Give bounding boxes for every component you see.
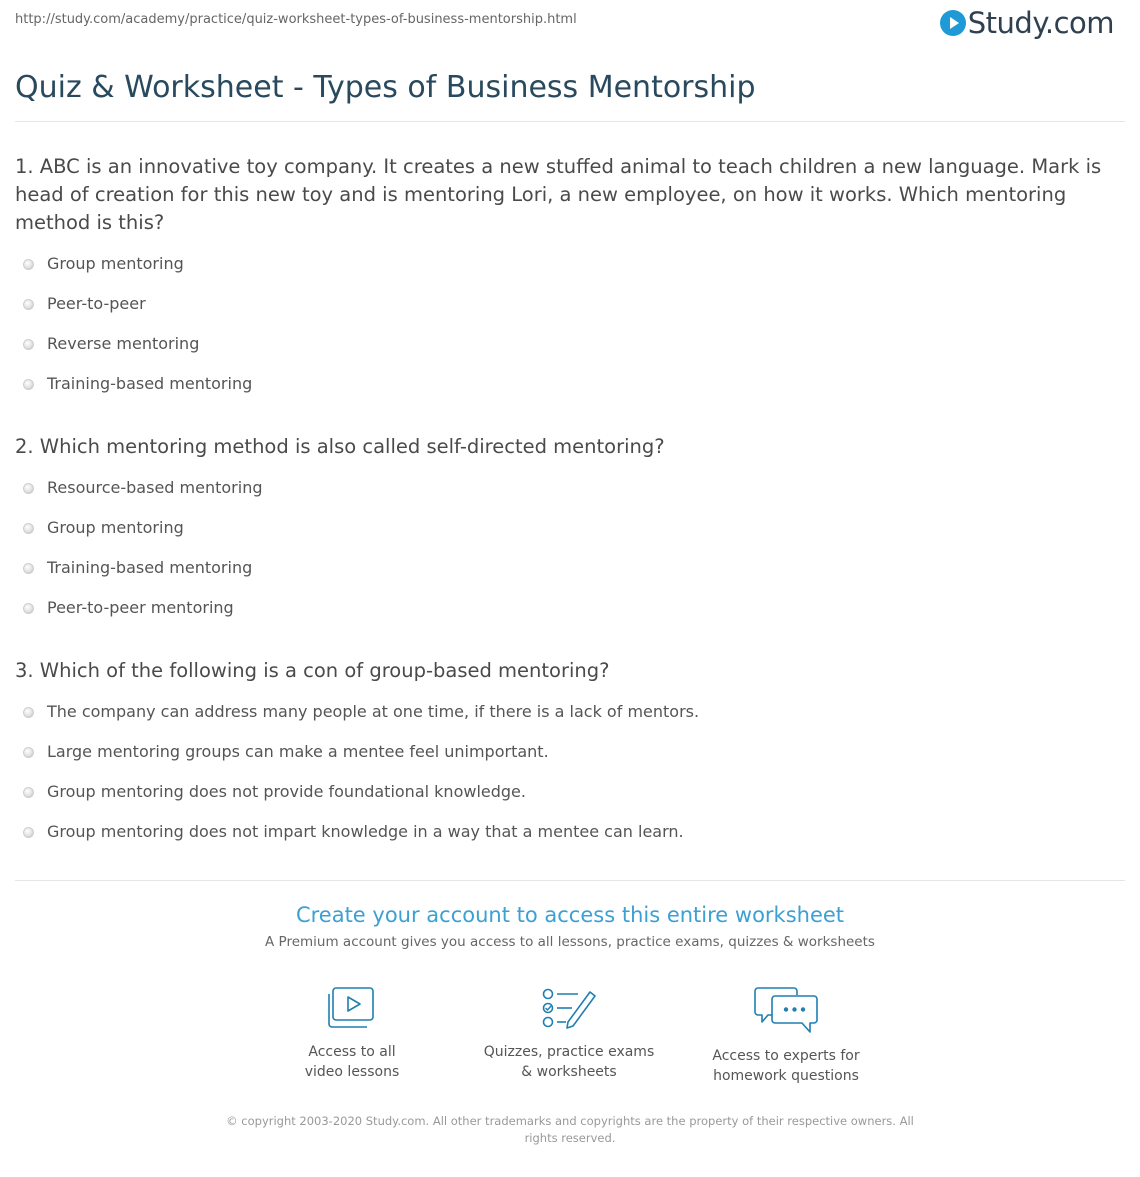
answer-radio[interactable]	[23, 299, 34, 310]
question-3: 3. Which of the following is a con of group-based mentoring?	[15, 659, 610, 682]
premium-description: A Premium account gives you access to all lessons, practice exams, quizzes & worksheets	[265, 934, 875, 950]
answer-radio[interactable]	[23, 747, 34, 758]
answer-radio[interactable]	[23, 259, 34, 270]
feature-line: video lessons	[304, 1064, 400, 1080]
answer-radio[interactable]	[23, 563, 34, 574]
copyright-notice	[0, 1113, 1140, 1147]
answer-radio[interactable]	[23, 379, 34, 390]
answer-radio[interactable]	[23, 787, 34, 798]
study-logo[interactable]	[940, 6, 1114, 40]
answer-option[interactable]: Group mentoring does not impart knowledge in a way that a mentee can learn.	[47, 822, 684, 841]
feature-line: Quizzes, practice exams	[483, 1044, 655, 1060]
feature-line: Access to experts for	[712, 1048, 860, 1064]
answer-option[interactable]: Peer-to-peer mentoring	[47, 598, 234, 617]
cta-divider	[15, 880, 1125, 881]
feature-experts	[686, 986, 886, 1086]
answer-radio[interactable]	[23, 707, 34, 718]
answer-option[interactable]: Training-based mentoring	[47, 374, 253, 393]
create-account-link[interactable]: Create your account to access this entire worksheet	[295, 903, 845, 927]
answer-radio[interactable]	[23, 339, 34, 350]
answer-option[interactable]: Training-based mentoring	[47, 558, 253, 577]
answer-option[interactable]: Large mentoring groups can make a mentee feel unimportant.	[47, 742, 549, 761]
page-title: Quiz & Worksheet - Types of Business Mentorship	[15, 70, 756, 105]
answer-option[interactable]: Group mentoring	[47, 254, 184, 273]
quiz-checklist-icon	[540, 986, 598, 1032]
feature-quizzes	[469, 986, 669, 1082]
copyright-text: © copyright 2003-2020 Study.com. All other trademarks and copyrights are the property of their respective owners. All rights reserved.	[226, 1114, 914, 1145]
play-logo-icon	[940, 10, 966, 36]
question-2: 2. Which mentoring method is also called self-directed mentoring?	[15, 435, 665, 458]
answer-radio[interactable]	[23, 483, 34, 494]
answer-radio[interactable]	[23, 523, 34, 534]
answer-option[interactable]: Reverse mentoring	[47, 334, 200, 353]
answer-option[interactable]: Peer-to-peer	[47, 294, 146, 313]
answer-option[interactable]: Group mentoring does not provide foundational knowledge.	[47, 782, 526, 801]
answer-option[interactable]: The company can address many people at one time, if there is a lack of mentors.	[47, 702, 700, 721]
question-1: 1. ABC is an innovative toy company. It creates a new stuffed animal to teach children a new language. Mark is head of creation for this new toy and is mentoring Lori, a new employee, on how it works. Which mentoring method is this?	[15, 155, 1102, 234]
answer-radio[interactable]	[23, 603, 34, 614]
page-url: http://study.com/academy/practice/quiz-worksheet-types-of-business-mentorship.html	[15, 12, 577, 27]
logo-text: Study.com	[967, 6, 1114, 40]
feature-line: homework questions	[713, 1068, 859, 1084]
answer-option[interactable]: Group mentoring	[47, 518, 184, 537]
feature-line: Access to all	[308, 1044, 396, 1060]
feature-line: & worksheets	[521, 1064, 617, 1080]
title-divider	[15, 121, 1125, 122]
video-lesson-icon	[326, 986, 378, 1032]
answer-radio[interactable]	[23, 827, 34, 838]
feature-video-lessons	[252, 986, 452, 1082]
answer-option[interactable]: Resource-based mentoring	[47, 478, 263, 497]
chat-bubbles-icon	[754, 986, 818, 1036]
